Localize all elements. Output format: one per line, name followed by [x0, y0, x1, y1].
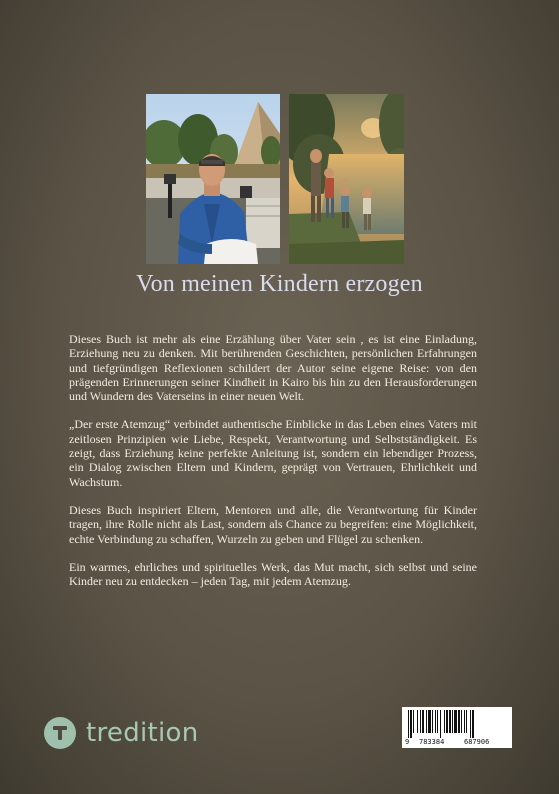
blurb-paragraph: Dieses Buch ist mehr als eine Erzählung über Vater sein , es ist eine Einladung, Erziehung neu zu denken. Mit berührenden Geschichten, persönlichen Erfahrungen und tiefgründigen Reflexionen schildert der Autor seine eigene Reise: von den prägenden Erinnerungen seiner Kindheit in Kairo bis hin zu den Herausforderungen und Wundern des Vaterseins in einer neuen Welt.	[69, 332, 477, 404]
publisher-logo	[44, 717, 199, 749]
book-title: Von meinen Kindern erzogen	[136, 271, 423, 297]
book-blurb	[69, 332, 477, 602]
isbn-digit-group: 687906	[464, 738, 490, 746]
author-photo	[146, 94, 280, 264]
blurb-paragraph: Dieses Buch inspiriert Eltern, Mentoren und alle, die Verantwortung für Kinder tragen, ihre Rolle nicht als Last, sondern als Chance zu begreifen: eine Möglichkeit, echte Verbindung zu schaffen, Wurzeln zu geben und Flügel zu schenken.	[69, 502, 477, 546]
blurb-paragraph: Ein warmes, ehrliches und spirituelles Werk, das Mut macht, sich selbst und seine Kinder neu zu entdecken – jeden Tag, mit jedem Atemzug.	[69, 559, 477, 589]
river-painting	[289, 94, 404, 264]
isbn-barcode	[402, 707, 512, 748]
isbn-digit-group: 9	[405, 738, 410, 746]
publisher-name: tredition	[86, 718, 199, 748]
isbn-digit-group: 783384	[419, 738, 445, 746]
tredition-logo-icon	[44, 717, 76, 749]
barcode-bars	[406, 710, 508, 738]
blurb-paragraph: „Der erste Atemzug“ verbindet authentische Einblicke in das Leben eines Vaters mit zeitlosen Prinzipien wie Liebe, Respekt, Verantwortung und Selbstständigkeit. Es zeigt, dass Erziehung keine perfekte Anleitung ist, sondern ein lebendiger Prozess, ein Dialog zwischen Eltern und Kindern, geprägt von Vertrauen, Ehrlichkeit und Wachstum.	[69, 417, 477, 489]
